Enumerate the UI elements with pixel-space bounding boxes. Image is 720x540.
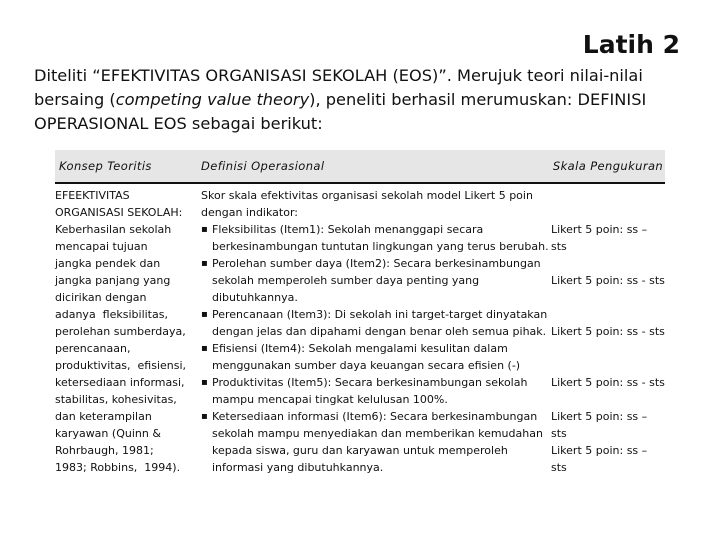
indicator-item <box>201 221 551 255</box>
scale-value: Likert 5 poin: ss - sts <box>551 274 665 287</box>
konsep-line: EFEEKTIVITAS <box>55 189 130 202</box>
konsep-line: mencapai tujuan <box>55 240 148 253</box>
intro-paragraph <box>34 64 684 136</box>
indicator-item <box>201 255 551 306</box>
bullet-icon: ▪ <box>201 309 208 320</box>
scale-value: Likert 5 poin: ss - sts <box>551 325 665 338</box>
indicator-text: Ketersediaan informasi (Item6): Secara berkesinambungan sekolah mampu menyediakan dan memberikan kemudahan kepada siswa, guru dan karyawan untuk memperoleh informasi yang dibutuhkannya. <box>212 410 543 474</box>
konsep-cell <box>55 187 201 493</box>
skala-cell <box>551 187 665 493</box>
header-skala: Skala Pengukuran <box>552 158 664 173</box>
intro-text-part2: ), peneliti berhasil merumuskan: DEFINISI OPERASIONAL EOS sebagai berikut: <box>34 90 647 133</box>
definition-table <box>55 150 665 493</box>
indicator-item <box>201 340 551 374</box>
konsep-line: Keberhasilan sekolah <box>55 223 172 236</box>
konsep-line: Rohrbaugh, 1981; <box>55 444 154 457</box>
bullet-icon: ▪ <box>201 377 208 388</box>
scale-value: Likert 5 poin: ss – sts <box>551 444 648 474</box>
konsep-line: ketersediaan informasi, <box>55 376 185 389</box>
konsep-line: karyawan (Quinn & <box>55 427 161 440</box>
indicator-text: Produktivitas (Item5): Secara berkesinambungan sekolah mampu mencapai tingkat kelulusan 100%. <box>212 376 528 406</box>
indicator-item <box>201 374 551 408</box>
indicator-item <box>201 408 551 476</box>
konsep-line: perencanaan, <box>55 342 131 355</box>
bullet-icon: ▪ <box>201 224 208 235</box>
konsep-line: perolehan sumberdaya, <box>55 325 186 338</box>
konsep-line: produktivitas, efisiensi, <box>55 359 187 372</box>
indicator-text: Fleksibilitas (Item1): Sekolah menanggapi secara berkesinambungan tuntutan lingkungan yang terus berubah. <box>212 223 549 253</box>
indicator-item <box>201 306 551 340</box>
konsep-line: 1983; Robbins, 1994). <box>55 461 181 474</box>
bullet-icon: ▪ <box>201 343 208 354</box>
header-konsep: Konsep Teoritis <box>59 159 152 173</box>
intro-text-part1: Diteliti “EFEKTIVITAS ORGANISASI SEKOLAH (EOS)”. Merujuk teori nilai-nilai bersaing ( <box>34 66 643 109</box>
indicator-text: Efisiensi (Item4): Sekolah mengalami kesulitan dalam menggunakan sumber daya keuangan secara efisien (-) <box>212 342 521 372</box>
scale-value: Likert 5 poin: ss – sts <box>551 410 648 440</box>
intro-italic-term: competing value theory <box>115 90 310 109</box>
header-definisi: Definisi Operasional <box>201 159 325 173</box>
konsep-line: jangka pendek dan <box>55 257 161 270</box>
konsep-line: stabilitas, kohesivitas, <box>55 393 177 406</box>
konsep-line: dicirikan dengan <box>55 291 147 304</box>
indicator-text: Perolehan sumber daya (Item2): Secara berkesinambungan sekolah memperoleh sumber daya penting yang dibutuhkannya. <box>212 257 541 304</box>
konsep-line: adanya fleksibilitas, <box>55 308 168 321</box>
slide-title: Latih 2 <box>582 30 680 59</box>
bullet-icon: ▪ <box>201 258 208 269</box>
konsep-line: dan keterampilan <box>55 410 152 423</box>
konsep-line: ORGANISASI SEKOLAH: <box>55 206 183 219</box>
scale-value: Likert 5 poin: ss – sts <box>551 223 648 253</box>
indicator-text: Perencanaan (Item3): Di sekolah ini target-target dinyatakan dengan jelas dan dipahami dengan benar oleh semua pihak. <box>212 308 548 338</box>
scale-value: Likert 5 poin: ss - sts <box>551 376 665 389</box>
scale-spacer <box>551 187 665 221</box>
konsep-line: jangka panjang yang <box>55 274 171 287</box>
definisi-intro: Skor skala efektivitas organisasi sekolah model Likert 5 poin dengan indikator: <box>201 189 533 219</box>
definisi-cell <box>201 187 551 493</box>
table-header-row <box>55 150 665 184</box>
table-body-row <box>55 187 665 493</box>
bullet-icon: ▪ <box>201 411 208 422</box>
